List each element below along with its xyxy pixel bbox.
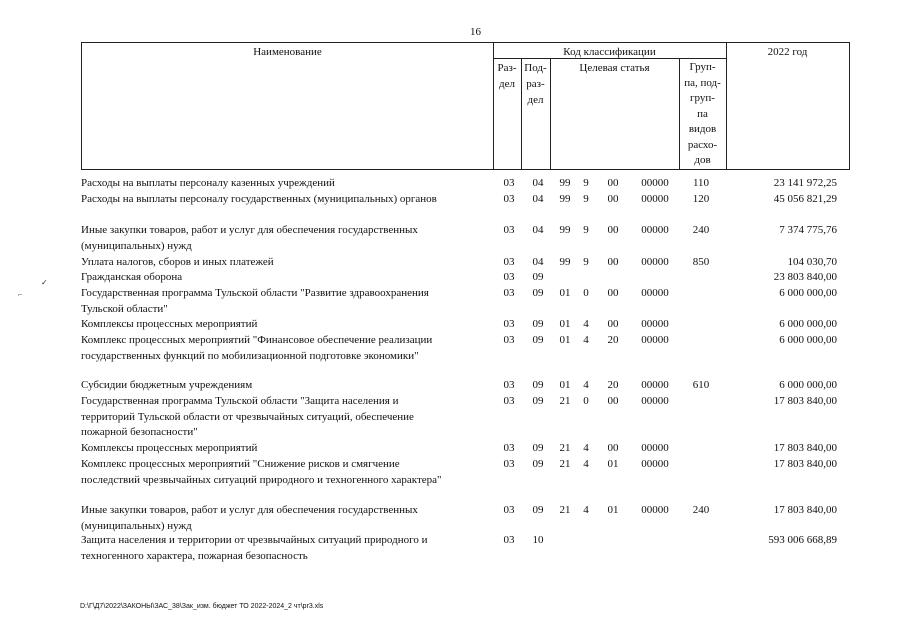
row-name (81, 333, 491, 364)
row-target-2: 9 (583, 193, 589, 205)
row-target-3: 00 (607, 318, 619, 330)
row-razdel: 03 (503, 318, 515, 330)
row-podrazdel: 09 (532, 379, 544, 391)
row-target-3: 00 (607, 177, 619, 189)
row-target-1: 99 (559, 193, 571, 205)
row-target-1: 21 (559, 442, 571, 454)
margin-mark: ⌐ (18, 290, 23, 299)
table-header (81, 42, 850, 170)
row-name-line: техногенного характера, пожарная безопасность (81, 549, 308, 562)
row-razdel: 03 (503, 395, 515, 407)
row-sum: 17 803 840,00 (773, 504, 837, 516)
row-target-4: 00000 (641, 224, 669, 236)
row-name (81, 192, 491, 208)
row-name (81, 317, 491, 333)
row-target-1: 21 (559, 504, 571, 516)
row-target-2: 9 (583, 256, 589, 268)
row-podrazdel: 09 (532, 271, 544, 283)
row-name-line: Комплекс процессных мероприятий "Снижение рисков и смягчение (81, 458, 400, 470)
row-target-4: 00000 (641, 256, 669, 268)
row-target-4: 00000 (641, 334, 669, 346)
row-target-2: 0 (583, 287, 589, 299)
row-name-line: (муниципальных) нужд (81, 239, 192, 252)
row-target-3: 01 (607, 458, 619, 470)
row-target-1: 01 (559, 287, 571, 299)
row-razdel: 03 (503, 287, 515, 299)
row-sum: 23 803 840,00 (773, 271, 837, 283)
row-expense-group: 120 (692, 193, 710, 205)
row-target-3: 20 (607, 334, 619, 346)
row-podrazdel: 09 (532, 395, 544, 407)
row-target-4: 00000 (641, 177, 669, 189)
row-name (81, 533, 491, 564)
row-name-line: Государственная программа Тульской области "Развитие здравоохранения (81, 287, 429, 299)
row-target-4: 00000 (641, 442, 669, 454)
row-name-line: Комплекс процессных мероприятий "Финансовое обеспечение реализации (81, 334, 433, 346)
row-sum: 593 006 668,89 (768, 534, 837, 546)
row-expense-group: 610 (692, 379, 710, 391)
row-target-3: 00 (607, 256, 619, 268)
row-expense-group: 240 (692, 504, 710, 516)
row-target-3: 00 (607, 395, 619, 407)
row-target-1: 99 (559, 256, 571, 268)
row-name-line: Комплексы процессных мероприятий (81, 318, 258, 330)
row-target-4: 00000 (641, 287, 669, 299)
row-podrazdel: 09 (532, 318, 544, 330)
row-target-2: 4 (583, 458, 589, 470)
row-sum: 7 374 775,76 (779, 224, 837, 236)
row-razdel: 03 (503, 271, 515, 283)
row-expense-group: 850 (692, 256, 710, 268)
header-year: 2022 год (767, 46, 808, 58)
row-name-line: государственных функций по мобилизационной подготовке экономики" (81, 349, 419, 362)
row-sum: 6 000 000,00 (779, 379, 837, 391)
row-razdel: 03 (503, 379, 515, 391)
row-sum: 17 803 840,00 (773, 442, 837, 454)
row-target-3: 00 (607, 193, 619, 205)
header-group-line: груп- (690, 92, 715, 104)
row-name-line: Уплата налогов, сборов и иных платежей (81, 256, 274, 268)
row-name (81, 223, 491, 254)
row-podrazdel: 10 (532, 534, 544, 546)
header-name: Наименование (253, 46, 322, 58)
row-name (81, 176, 491, 192)
header-group-line: па, под- (684, 76, 721, 89)
row-target-2: 9 (583, 177, 589, 189)
row-target-3: 00 (607, 287, 619, 299)
row-target-2: 4 (583, 442, 589, 454)
row-target-4: 00000 (641, 379, 669, 391)
row-podrazdel: 09 (532, 287, 544, 299)
row-target-1: 21 (559, 395, 571, 407)
row-target-4: 00000 (641, 458, 669, 470)
header-podrazdel-line: Под- (524, 62, 547, 74)
row-podrazdel: 04 (532, 256, 544, 268)
row-razdel: 03 (503, 534, 515, 546)
row-name (81, 255, 491, 271)
row-razdel: 03 (503, 224, 515, 236)
row-expense-group: 240 (692, 224, 710, 236)
row-name-line: Субсидии бюджетным учреждениям (81, 379, 253, 391)
row-target-4: 00000 (641, 193, 669, 205)
row-target-1: 99 (559, 177, 571, 189)
row-name-line: Защита населения и территории от чрезвычайных ситуаций природного и (81, 534, 428, 546)
header-code: Код классификации (563, 46, 656, 58)
header-group-line: расхо- (687, 138, 718, 151)
row-razdel: 03 (503, 334, 515, 346)
row-name-line: последствий чрезвычайных ситуаций природного и техногенного характера" (81, 473, 442, 486)
row-sum: 6 000 000,00 (779, 334, 837, 346)
header-group-line: видов (688, 123, 717, 135)
row-name-line: Иные закупки товаров, работ и услуг для обеспечения государственных (81, 224, 418, 236)
row-target-2: 9 (583, 224, 589, 236)
row-target-1: 01 (559, 318, 571, 330)
row-sum: 104 030,70 (787, 256, 837, 268)
row-target-1: 01 (559, 379, 571, 391)
header-razdel (493, 60, 521, 92)
row-podrazdel: 09 (532, 334, 544, 346)
row-sum: 6 000 000,00 (779, 287, 837, 299)
row-name-line: Расходы на выплаты персоналу государственных (муниципальных) органов (81, 193, 437, 205)
margin-mark: ✓ (41, 278, 48, 287)
header-group-line: па (697, 107, 708, 120)
row-sum: 17 803 840,00 (773, 458, 837, 470)
row-name (81, 270, 491, 286)
row-razdel: 03 (503, 442, 515, 454)
row-name-line: Расходы на выплаты персоналу казенных учреждений (81, 177, 335, 189)
row-podrazdel: 04 (532, 193, 544, 205)
header-podrazdel-line: раз- (526, 78, 545, 90)
row-name-line: Государственная программа Тульской области "Защита населения и (81, 395, 399, 407)
row-name-line: пожарной безопасности" (81, 426, 198, 438)
row-razdel: 03 (503, 458, 515, 470)
row-name-line: Комплексы процессных мероприятий (81, 442, 258, 454)
header-group-line: Груп- (689, 61, 716, 73)
row-target-4: 00000 (641, 395, 669, 407)
row-name (81, 286, 491, 317)
row-target-2: 4 (583, 504, 589, 516)
row-target-3: 20 (607, 379, 619, 391)
row-target-4: 00000 (641, 318, 669, 330)
row-target-1: 01 (559, 334, 571, 346)
row-name-line: территорий Тульской области от чрезвычайных ситуаций, обеспечение (81, 410, 414, 423)
row-target-2: 4 (583, 334, 589, 346)
row-razdel: 03 (503, 177, 515, 189)
row-razdel: 03 (503, 256, 515, 268)
row-target-4: 00000 (641, 504, 669, 516)
row-target-1: 99 (559, 224, 571, 236)
row-expense-group: 110 (692, 177, 710, 189)
page-number: 16 (470, 26, 481, 38)
row-sum: 23 141 972,25 (773, 177, 837, 189)
row-target-3: 01 (607, 504, 619, 516)
row-target-1: 21 (559, 458, 571, 470)
row-sum: 17 803 840,00 (773, 395, 837, 407)
row-sum: 6 000 000,00 (779, 318, 837, 330)
row-podrazdel: 09 (532, 458, 544, 470)
row-target-3: 00 (607, 224, 619, 236)
row-target-3: 00 (607, 442, 619, 454)
file-path-footer: D:\Г\Д7\2022\ЗАКОНЫ\ЗАС_38\Зак_изм. бюджет ТО 2022-2024_2 чт\pr3.xls (80, 603, 324, 610)
row-target-2: 4 (583, 379, 589, 391)
row-razdel: 03 (503, 193, 515, 205)
row-name (81, 394, 491, 441)
row-name-line: Тульской области" (81, 302, 168, 315)
row-target-2: 4 (583, 318, 589, 330)
header-group (679, 60, 726, 169)
row-name-line: Гражданская оборона (81, 271, 183, 283)
header-group-line: дов (694, 154, 711, 166)
row-name (81, 457, 491, 488)
row-podrazdel: 04 (532, 224, 544, 236)
header-target: Целевая статья (579, 62, 650, 74)
row-target-2: 0 (583, 395, 589, 407)
row-name (81, 503, 491, 534)
header-podrazdel (521, 60, 550, 108)
row-name-line: (муниципальных) нужд (81, 519, 192, 532)
header-razdel-line: дел (499, 78, 515, 90)
row-podrazdel: 09 (532, 442, 544, 454)
header-podrazdel-line: дел (527, 94, 544, 106)
row-podrazdel: 04 (532, 177, 544, 189)
row-name-line: Иные закупки товаров, работ и услуг для обеспечения государственных (81, 504, 418, 516)
row-name (81, 441, 491, 457)
row-sum: 45 056 821,29 (773, 193, 837, 205)
row-podrazdel: 09 (532, 504, 544, 516)
row-razdel: 03 (503, 504, 515, 516)
header-razdel-line: Раз- (497, 62, 517, 74)
row-name (81, 378, 491, 394)
